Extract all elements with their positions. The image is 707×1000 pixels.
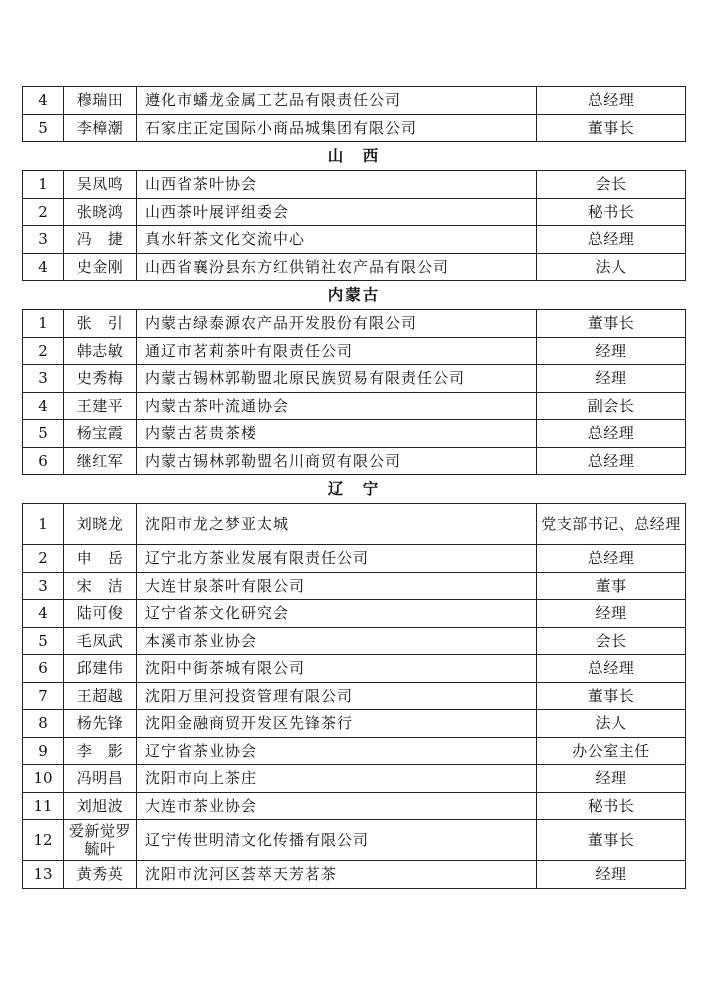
- organization: 真水轩茶文化交流中心: [137, 226, 537, 254]
- member-name: 邱建伟: [64, 655, 137, 683]
- member-name: 王建平: [64, 392, 137, 420]
- table-row: [23, 600, 686, 628]
- position: 秘书长: [537, 198, 686, 226]
- position: 会长: [537, 627, 686, 655]
- row-number: 13: [23, 861, 64, 889]
- row-number: 5: [23, 114, 64, 142]
- table-row: [23, 792, 686, 820]
- organization: 山西省茶叶协会: [137, 171, 537, 199]
- member-name: 王超越: [64, 682, 137, 710]
- member-name: 冯明昌: [64, 765, 137, 793]
- table-row: [23, 226, 686, 254]
- row-number: 4: [23, 600, 64, 628]
- table-row: [23, 171, 686, 199]
- member-table: [22, 503, 686, 889]
- member-table: [22, 170, 686, 281]
- region-heading-shanxi: 山 西: [327, 146, 381, 165]
- table-row: [23, 253, 686, 281]
- position: 秘书长: [537, 792, 686, 820]
- table-row: [23, 737, 686, 765]
- organization: 辽宁省茶文化研究会: [137, 600, 537, 628]
- row-number: 10: [23, 765, 64, 793]
- organization: 沈阳市向上茶庄: [137, 765, 537, 793]
- table-row: [23, 337, 686, 365]
- table-row: [23, 87, 686, 115]
- table-row: [23, 861, 686, 889]
- position: 董事长: [537, 114, 686, 142]
- organization: 辽宁北方茶业发展有限责任公司: [137, 545, 537, 573]
- table-row: [23, 114, 686, 142]
- table-row: [23, 310, 686, 338]
- member-name: 杨先锋: [64, 710, 137, 738]
- table-row: [23, 572, 686, 600]
- member-name: 吴凤鸣: [64, 171, 137, 199]
- row-number: 4: [23, 87, 64, 115]
- row-number: 6: [23, 655, 64, 683]
- row-number: 4: [23, 253, 64, 281]
- member-name: 刘晓龙: [64, 504, 137, 545]
- member-name: 李樟潮: [64, 114, 137, 142]
- organization: 石家庄正定国际小商品城集团有限公司: [137, 114, 537, 142]
- member-name: 申 岳: [64, 545, 137, 573]
- position: 办公室主任: [537, 737, 686, 765]
- row-number: 12: [23, 820, 64, 861]
- organization: 沈阳万里河投资管理有限公司: [137, 682, 537, 710]
- member-name: 张 引: [64, 310, 137, 338]
- table-row: [23, 420, 686, 448]
- row-number: 3: [23, 572, 64, 600]
- table-row: [23, 820, 686, 861]
- row-number: 5: [23, 627, 64, 655]
- position: 会长: [537, 171, 686, 199]
- organization: 内蒙古锡林郭勒盟北原民族贸易有限责任公司: [137, 365, 537, 393]
- row-number: 4: [23, 392, 64, 420]
- organization: 大连市茶业协会: [137, 792, 537, 820]
- position: 法人: [537, 253, 686, 281]
- member-name: 杨宝霞: [64, 420, 137, 448]
- row-number: 7: [23, 682, 64, 710]
- row-number: 11: [23, 792, 64, 820]
- organization: 辽宁省茶业协会: [137, 737, 537, 765]
- position: 董事: [537, 572, 686, 600]
- position: 总经理: [537, 87, 686, 115]
- member-name: 爱新觉罗毓叶: [64, 820, 137, 861]
- organization: 辽宁传世明清文化传播有限公司: [137, 820, 537, 861]
- member-table: [22, 309, 686, 475]
- organization: 沈阳市龙之梦亚太城: [137, 504, 537, 545]
- member-table: [22, 86, 686, 142]
- organization: 沈阳金融商贸开发区先锋茶行: [137, 710, 537, 738]
- position: 党支部书记、总经理: [537, 504, 686, 545]
- position: 经理: [537, 337, 686, 365]
- organization: 内蒙古锡林郭勒盟名川商贸有限公司: [137, 447, 537, 475]
- position: 法人: [537, 710, 686, 738]
- organization: 内蒙古绿泰源农产品开发股份有限公司: [137, 310, 537, 338]
- table-row: [23, 365, 686, 393]
- position: 经理: [537, 861, 686, 889]
- member-name: 李 影: [64, 737, 137, 765]
- member-name: 穆瑞田: [64, 87, 137, 115]
- member-name: 张晓鸿: [64, 198, 137, 226]
- position: 总经理: [537, 655, 686, 683]
- table-row: [23, 682, 686, 710]
- table-row: [23, 765, 686, 793]
- member-name: 继红军: [64, 447, 137, 475]
- position: 董事长: [537, 820, 686, 861]
- table-row: [23, 198, 686, 226]
- organization: 大连甘泉茶叶有限公司: [137, 572, 537, 600]
- table-row: [23, 627, 686, 655]
- organization: 沈阳中街茶城有限公司: [137, 655, 537, 683]
- row-number: 1: [23, 504, 64, 545]
- member-name: 史金刚: [64, 253, 137, 281]
- position: 总经理: [537, 545, 686, 573]
- table-row: [23, 710, 686, 738]
- position: 董事长: [537, 682, 686, 710]
- member-list-page: [22, 86, 686, 889]
- organization: 山西茶叶展评组委会: [137, 198, 537, 226]
- table-row: [23, 545, 686, 573]
- position: 董事长: [537, 310, 686, 338]
- table-row: [23, 392, 686, 420]
- row-number: 2: [23, 198, 64, 226]
- row-number: 5: [23, 420, 64, 448]
- organization: 内蒙古茶叶流通协会: [137, 392, 537, 420]
- position: 总经理: [537, 226, 686, 254]
- position: 总经理: [537, 447, 686, 475]
- organization: 内蒙古茗贵茶楼: [137, 420, 537, 448]
- organization: 山西省襄汾县东方红供销社农产品有限公司: [137, 253, 537, 281]
- row-number: 3: [23, 226, 64, 254]
- member-name: 史秀梅: [64, 365, 137, 393]
- row-number: 2: [23, 545, 64, 573]
- row-number: 9: [23, 737, 64, 765]
- member-name: 冯 捷: [64, 226, 137, 254]
- organization: 沈阳市沈河区荟萃天芳茗茶: [137, 861, 537, 889]
- organization: 通辽市茗莉茶叶有限责任公司: [137, 337, 537, 365]
- position: 总经理: [537, 420, 686, 448]
- row-number: 2: [23, 337, 64, 365]
- position: 经理: [537, 365, 686, 393]
- position: 经理: [537, 765, 686, 793]
- position: 副会长: [537, 392, 686, 420]
- member-name: 韩志敏: [64, 337, 137, 365]
- position: 经理: [537, 600, 686, 628]
- member-name: 黄秀英: [64, 861, 137, 889]
- region-heading-inner-mongolia: 内蒙古: [327, 285, 381, 304]
- member-name: 宋 洁: [64, 572, 137, 600]
- table-row: [23, 655, 686, 683]
- row-number: 6: [23, 447, 64, 475]
- member-name: 刘旭波: [64, 792, 137, 820]
- table-row: [23, 504, 686, 545]
- organization: 遵化市蟠龙金属工艺品有限责任公司: [137, 87, 537, 115]
- region-heading-liaoning: 辽 宁: [327, 479, 381, 498]
- member-name: 毛凤武: [64, 627, 137, 655]
- table-row: [23, 447, 686, 475]
- row-number: 3: [23, 365, 64, 393]
- organization: 本溪市茶业协会: [137, 627, 537, 655]
- row-number: 1: [23, 171, 64, 199]
- row-number: 8: [23, 710, 64, 738]
- member-name: 陆可俊: [64, 600, 137, 628]
- row-number: 1: [23, 310, 64, 338]
